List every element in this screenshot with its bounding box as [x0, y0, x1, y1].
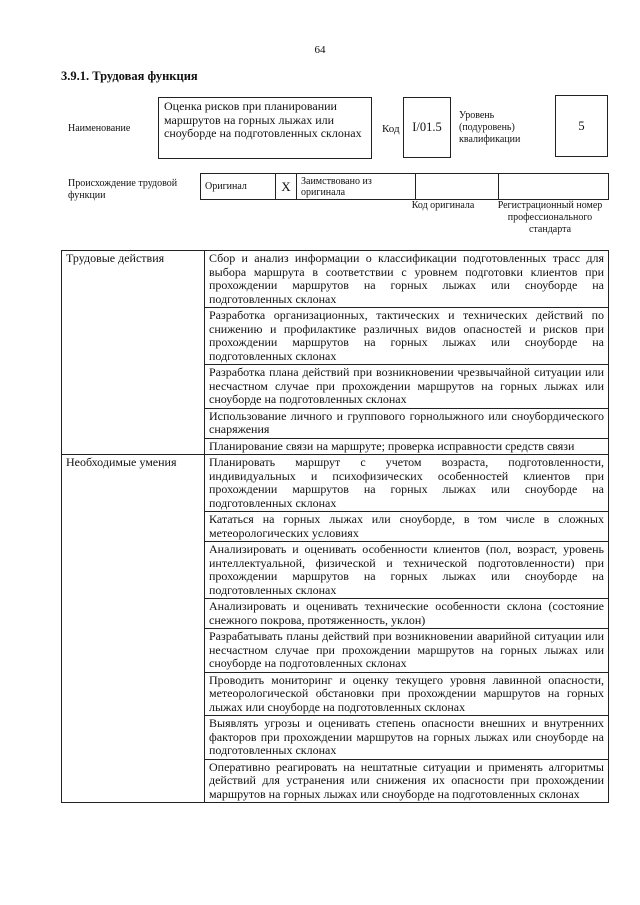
item-cell: Кататься на горных лыжах или сноуборде, в том числе в сложных метеорологических условиях: [205, 512, 609, 542]
table-row: [62, 455, 609, 512]
category-cell: Трудовые действия: [62, 251, 205, 455]
qualification-level-label: Уровень (подуровень) квалификации: [459, 110, 521, 145]
section-title: 3.9.1. Трудовая функция: [61, 69, 198, 83]
item-cell: Оперативно реагировать на нештатные ситуации и применять алгоритмы действий для устранения или снижения их опасности при прохождении маршрутов на горных лыжах или сноуборде на подготовленных склонах: [205, 759, 609, 803]
table-row: [62, 251, 609, 308]
code-original-cell: [416, 174, 499, 200]
item-cell: Анализировать и оценивать особенности клиентов (пол, возраст, уровень интеллектуальной, физической и технической подготовленности) при прохождении маршрутов на горных лыжах или сноуборде на подготовленных склонах: [205, 542, 609, 599]
category-cell: Необходимые умения: [62, 455, 205, 803]
item-cell: Разрабатывать планы действий при возникновении аварийной ситуации или несчастном случае при прохождении маршрутов на горных лыжах или сноуборде на подготовленных склонах: [205, 629, 609, 673]
original-cell: Оригинал: [201, 174, 276, 200]
item-cell: Анализировать и оценивать технические особенности склона (состояние снежного покрова, протяженность, уклон): [205, 599, 609, 629]
item-cell: Сбор и анализ информации о классификации подготовленных трасс для выбора маршрута в соответствии с уровнем подготовки клиентов при прохождении маршрутов на горных лыжах или сноуборде на подготовленных склонах: [205, 251, 609, 308]
reg-number-caption: Регистрационный номер профессионального стандарта: [497, 200, 603, 235]
code-original-caption: Код оригинала: [411, 200, 475, 211]
item-cell: Разработка плана действий при возникновении чрезвычайной ситуации или несчастном случае при прохождении маршрутов на горных лыжах или сноуборде на подготовленных склонах: [205, 365, 609, 409]
item-cell: Разработка организационных, тактических и технических действий по снижению и профилактике различных видов опасностей и рисков при прохождении маршрутов на горных лыжах или сноуборде на подготовленных склонах: [205, 308, 609, 365]
borrowed-cell: Заимствовано из оригинала: [297, 174, 416, 200]
item-cell: Выявлять угрозы и оценивать степень опасности внешних и внутренних факторов при прохождении маршрутов на горных лыжах или сноуборде на подготовленных склонах: [205, 716, 609, 760]
origin-label: Происхождение трудовой функции: [68, 178, 178, 201]
name-label: Наименование: [68, 123, 131, 134]
page-number: 64: [314, 44, 326, 56]
item-cell: Использование личного и группового горнолыжного или сноубордического снаряжения: [205, 408, 609, 438]
item-cell: Планировать маршрут с учетом возраста, подготовленности, индивидуальных и психофизических особенностей клиентов при прохождении маршрутов на горных лыжах или сноуборде на подготовленных склонах: [205, 455, 609, 512]
origin-table: [200, 173, 609, 200]
original-mark: X: [276, 174, 297, 200]
function-name-box: Оценка рисков при планировании маршрутов на горных лыжах или сноуборде на подготовленных склонах: [158, 97, 372, 159]
qualification-level-box: 5: [555, 95, 608, 157]
reg-number-cell: [499, 174, 609, 200]
item-cell: Проводить мониторинг и оценку текущего уровня лавинной опасности, метеорологической обстановки при прохождении маршрутов на горных лыжах или сноуборде на подготовленных склонах: [205, 672, 609, 716]
item-cell: Планирование связи на маршруте; проверка исправности средств связи: [205, 438, 609, 455]
code-label: Код: [382, 123, 400, 135]
main-table: [61, 250, 609, 803]
function-code-box: I/01.5: [403, 97, 451, 158]
